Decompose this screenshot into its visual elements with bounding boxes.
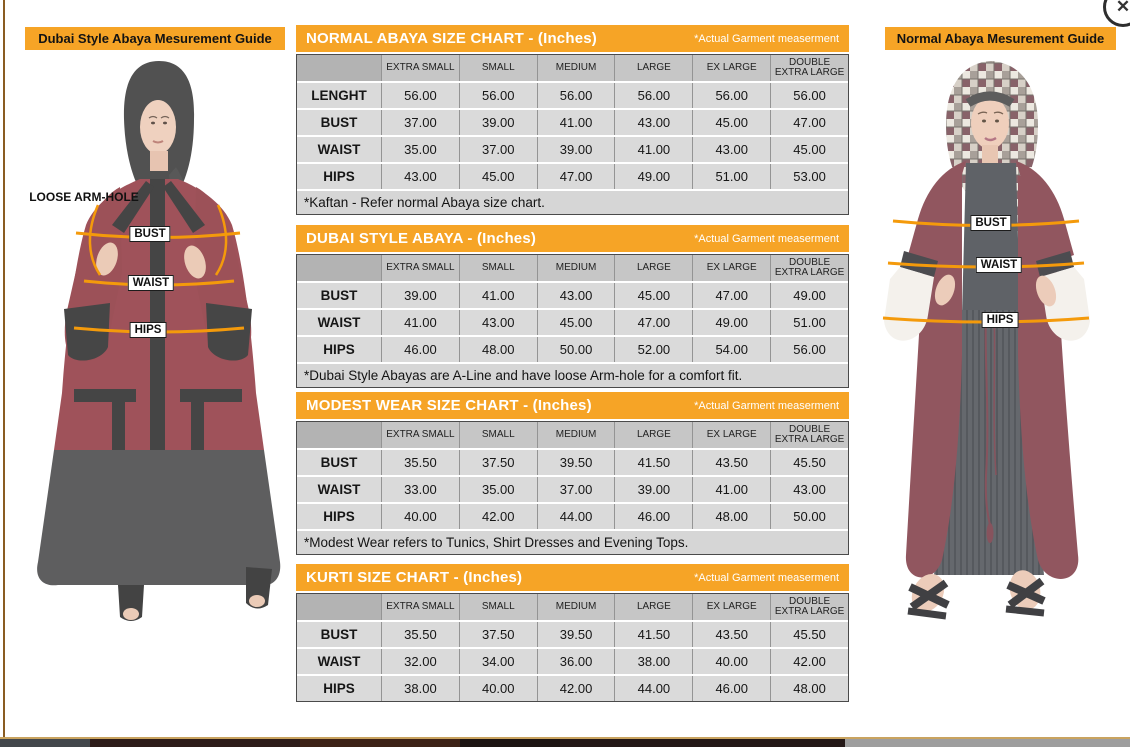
table-title: NORMAL ABAYA SIZE CHART - (Inches)	[306, 30, 597, 47]
column-header: EX LARGE	[692, 594, 770, 620]
cell-value: 43.00	[614, 110, 692, 135]
cell-value: 45.00	[614, 283, 692, 308]
column-header: DOUBLE EXTRA LARGE	[770, 594, 848, 620]
table-body	[297, 450, 848, 529]
row-label: BUST	[297, 283, 381, 308]
cell-value: 43.00	[381, 164, 459, 189]
cell-value: 39.00	[614, 477, 692, 502]
cell-value: 41.00	[614, 137, 692, 162]
table-header-row	[297, 255, 848, 281]
column-header: DOUBLE EXTRA LARGE	[770, 55, 848, 81]
column-header: SMALL	[459, 594, 537, 620]
table-row	[297, 676, 848, 701]
cell-value: 32.00	[381, 649, 459, 674]
table-row	[297, 622, 848, 647]
kurti-size-chart	[296, 564, 849, 702]
cell-value: 39.00	[537, 137, 615, 162]
cell-value: 45.50	[770, 450, 848, 475]
loose-armhole-label: LOOSE ARM-HOLE	[29, 190, 139, 204]
table-title: DUBAI STYLE ABAYA - (Inches)	[306, 230, 537, 247]
table-body	[297, 283, 848, 362]
cell-value: 43.00	[692, 137, 770, 162]
table-body	[297, 83, 848, 189]
cell-value: 51.00	[692, 164, 770, 189]
left-guide-title: Dubai Style Abaya Mesurement Guide	[38, 31, 272, 46]
cell-value: 35.50	[381, 622, 459, 647]
column-header: MEDIUM	[537, 422, 615, 448]
cell-value: 56.00	[537, 83, 615, 108]
modal-left-border	[3, 0, 5, 739]
table-title-bar	[296, 25, 849, 52]
table-row	[297, 137, 848, 162]
cell-value: 51.00	[770, 310, 848, 335]
cell-value: 47.00	[770, 110, 848, 135]
row-label: HIPS	[297, 164, 381, 189]
column-header: LARGE	[614, 422, 692, 448]
cell-value: 47.00	[614, 310, 692, 335]
column-header: DOUBLE EXTRA LARGE	[770, 422, 848, 448]
column-header: SMALL	[459, 422, 537, 448]
table-row	[297, 310, 848, 335]
cell-value: 56.00	[614, 83, 692, 108]
table-header-row	[297, 594, 848, 620]
cell-value: 42.00	[537, 676, 615, 701]
column-header: LARGE	[614, 55, 692, 81]
column-header: SMALL	[459, 255, 537, 281]
cell-value: 39.00	[459, 110, 537, 135]
row-label: HIPS	[297, 337, 381, 362]
column-header: EXTRA SMALL	[381, 594, 459, 620]
table-title-bar	[296, 225, 849, 252]
cell-value: 41.50	[614, 450, 692, 475]
cell-value: 56.00	[770, 337, 848, 362]
left-guide-title-bar	[25, 27, 285, 50]
cell-value: 48.00	[692, 504, 770, 529]
corner-cell	[297, 422, 381, 448]
column-header: EXTRA SMALL	[381, 255, 459, 281]
cell-value: 38.00	[381, 676, 459, 701]
cell-value: 40.00	[692, 649, 770, 674]
column-header: EXTRA SMALL	[381, 55, 459, 81]
column-header: EX LARGE	[692, 422, 770, 448]
row-label: WAIST	[297, 649, 381, 674]
left-model-illustration	[28, 57, 288, 635]
table-header-row	[297, 422, 848, 448]
column-header: MEDIUM	[537, 255, 615, 281]
cell-value: 46.00	[692, 676, 770, 701]
corner-cell	[297, 594, 381, 620]
row-label: HIPS	[297, 504, 381, 529]
cell-value: 56.00	[459, 83, 537, 108]
size-table	[296, 421, 849, 555]
cell-value: 41.00	[692, 477, 770, 502]
table-title: KURTI SIZE CHART - (Inches)	[306, 569, 523, 586]
cell-value: 45.00	[692, 110, 770, 135]
cell-value: 37.50	[459, 450, 537, 475]
table-row	[297, 110, 848, 135]
table-footnote: *Modest Wear refers to Tunics, Shirt Dresses and Evening Tops.	[297, 531, 848, 554]
right-guide-title: Normal Abaya Mesurement Guide	[896, 31, 1105, 46]
table-corner-note: *Actual Garment measerment	[694, 232, 839, 245]
cell-value: 35.50	[381, 450, 459, 475]
row-label: WAIST	[297, 477, 381, 502]
cell-value: 48.00	[459, 337, 537, 362]
cell-value: 38.00	[614, 649, 692, 674]
cell-value: 49.00	[614, 164, 692, 189]
cell-value: 39.00	[381, 283, 459, 308]
column-header: LARGE	[614, 255, 692, 281]
table-row	[297, 450, 848, 475]
column-header: DOUBLE EXTRA LARGE	[770, 255, 848, 281]
dubai-style-abaya-chart	[296, 225, 849, 388]
right-hips-label: HIPS	[982, 312, 1019, 328]
cell-value: 46.00	[381, 337, 459, 362]
size-charts-column	[296, 25, 849, 702]
right-waist-label: WAIST	[976, 257, 1022, 273]
table-title-bar	[296, 392, 849, 419]
cell-value: 47.00	[537, 164, 615, 189]
cell-value: 39.50	[537, 622, 615, 647]
table-row	[297, 283, 848, 308]
cell-value: 45.00	[537, 310, 615, 335]
table-header-row	[297, 55, 848, 81]
size-table	[296, 54, 849, 215]
cell-value: 35.00	[381, 137, 459, 162]
cell-value: 46.00	[614, 504, 692, 529]
table-row	[297, 337, 848, 362]
left-model-photo	[28, 57, 288, 635]
cell-value: 37.50	[459, 622, 537, 647]
cell-value: 41.00	[459, 283, 537, 308]
table-corner-note: *Actual Garment measerment	[694, 571, 839, 584]
table-row	[297, 477, 848, 502]
column-header: SMALL	[459, 55, 537, 81]
table-corner-note: *Actual Garment measerment	[694, 32, 839, 45]
cell-value: 44.00	[537, 504, 615, 529]
cell-value: 37.00	[459, 137, 537, 162]
row-label: BUST	[297, 110, 381, 135]
table-title-bar	[296, 564, 849, 591]
cell-value: 43.00	[459, 310, 537, 335]
row-label: BUST	[297, 450, 381, 475]
corner-cell	[297, 55, 381, 81]
row-label: LENGHT	[297, 83, 381, 108]
cell-value: 43.50	[692, 622, 770, 647]
table-row	[297, 649, 848, 674]
table-footnote: *Kaftan - Refer normal Abaya size chart.	[297, 191, 848, 214]
right-model-photo	[858, 55, 1116, 625]
cell-value: 34.00	[459, 649, 537, 674]
cell-value: 40.00	[459, 676, 537, 701]
cell-value: 39.50	[537, 450, 615, 475]
table-body	[297, 622, 848, 701]
cell-value: 42.00	[459, 504, 537, 529]
row-label: HIPS	[297, 676, 381, 701]
cell-value: 50.00	[770, 504, 848, 529]
cell-value: 35.00	[459, 477, 537, 502]
table-row	[297, 83, 848, 108]
cell-value: 52.00	[614, 337, 692, 362]
table-footnote: *Dubai Style Abayas are A-Line and have loose Arm-hole for a comfort fit.	[297, 364, 848, 387]
table-corner-note: *Actual Garment measerment	[694, 399, 839, 412]
column-header: EX LARGE	[692, 55, 770, 81]
table-row	[297, 504, 848, 529]
cell-value: 56.00	[692, 83, 770, 108]
size-table	[296, 254, 849, 388]
cell-value: 37.00	[537, 477, 615, 502]
column-header: MEDIUM	[537, 55, 615, 81]
right-model-illustration	[858, 55, 1116, 625]
table-row	[297, 164, 848, 189]
left-bust-label: BUST	[129, 226, 170, 242]
cell-value: 56.00	[770, 83, 848, 108]
cell-value: 37.00	[381, 110, 459, 135]
modest-wear-size-chart	[296, 392, 849, 555]
cell-value: 36.00	[537, 649, 615, 674]
left-waist-label: WAIST	[128, 275, 174, 291]
cell-value: 49.00	[692, 310, 770, 335]
cell-value: 45.50	[770, 622, 848, 647]
column-header: EX LARGE	[692, 255, 770, 281]
right-guide-title-bar	[885, 27, 1116, 50]
cell-value: 44.00	[614, 676, 692, 701]
cell-value: 42.00	[770, 649, 848, 674]
cell-value: 49.00	[770, 283, 848, 308]
row-label: WAIST	[297, 310, 381, 335]
cell-value: 43.00	[770, 477, 848, 502]
cell-value: 48.00	[770, 676, 848, 701]
cell-value: 54.00	[692, 337, 770, 362]
cell-value: 56.00	[381, 83, 459, 108]
cell-value: 45.00	[770, 137, 848, 162]
background-thumbnail-strip	[0, 739, 1130, 747]
cell-value: 43.00	[537, 283, 615, 308]
cell-value: 41.00	[537, 110, 615, 135]
cell-value: 41.00	[381, 310, 459, 335]
cell-value: 41.50	[614, 622, 692, 647]
cell-value: 43.50	[692, 450, 770, 475]
table-title: MODEST WEAR SIZE CHART - (Inches)	[306, 397, 592, 414]
cell-value: 47.00	[692, 283, 770, 308]
cell-value: 50.00	[537, 337, 615, 362]
close-icon: ✕	[1115, 0, 1130, 16]
column-header: LARGE	[614, 594, 692, 620]
cell-value: 40.00	[381, 504, 459, 529]
normal-abaya-size-chart	[296, 25, 849, 215]
size-table	[296, 593, 849, 702]
cell-value: 45.00	[459, 164, 537, 189]
close-button[interactable]	[1103, 0, 1130, 27]
left-hips-label: HIPS	[130, 322, 167, 338]
row-label: WAIST	[297, 137, 381, 162]
cell-value: 33.00	[381, 477, 459, 502]
column-header: MEDIUM	[537, 594, 615, 620]
cell-value: 53.00	[770, 164, 848, 189]
row-label: BUST	[297, 622, 381, 647]
right-bust-label: BUST	[970, 215, 1011, 231]
column-header: EXTRA SMALL	[381, 422, 459, 448]
corner-cell	[297, 255, 381, 281]
